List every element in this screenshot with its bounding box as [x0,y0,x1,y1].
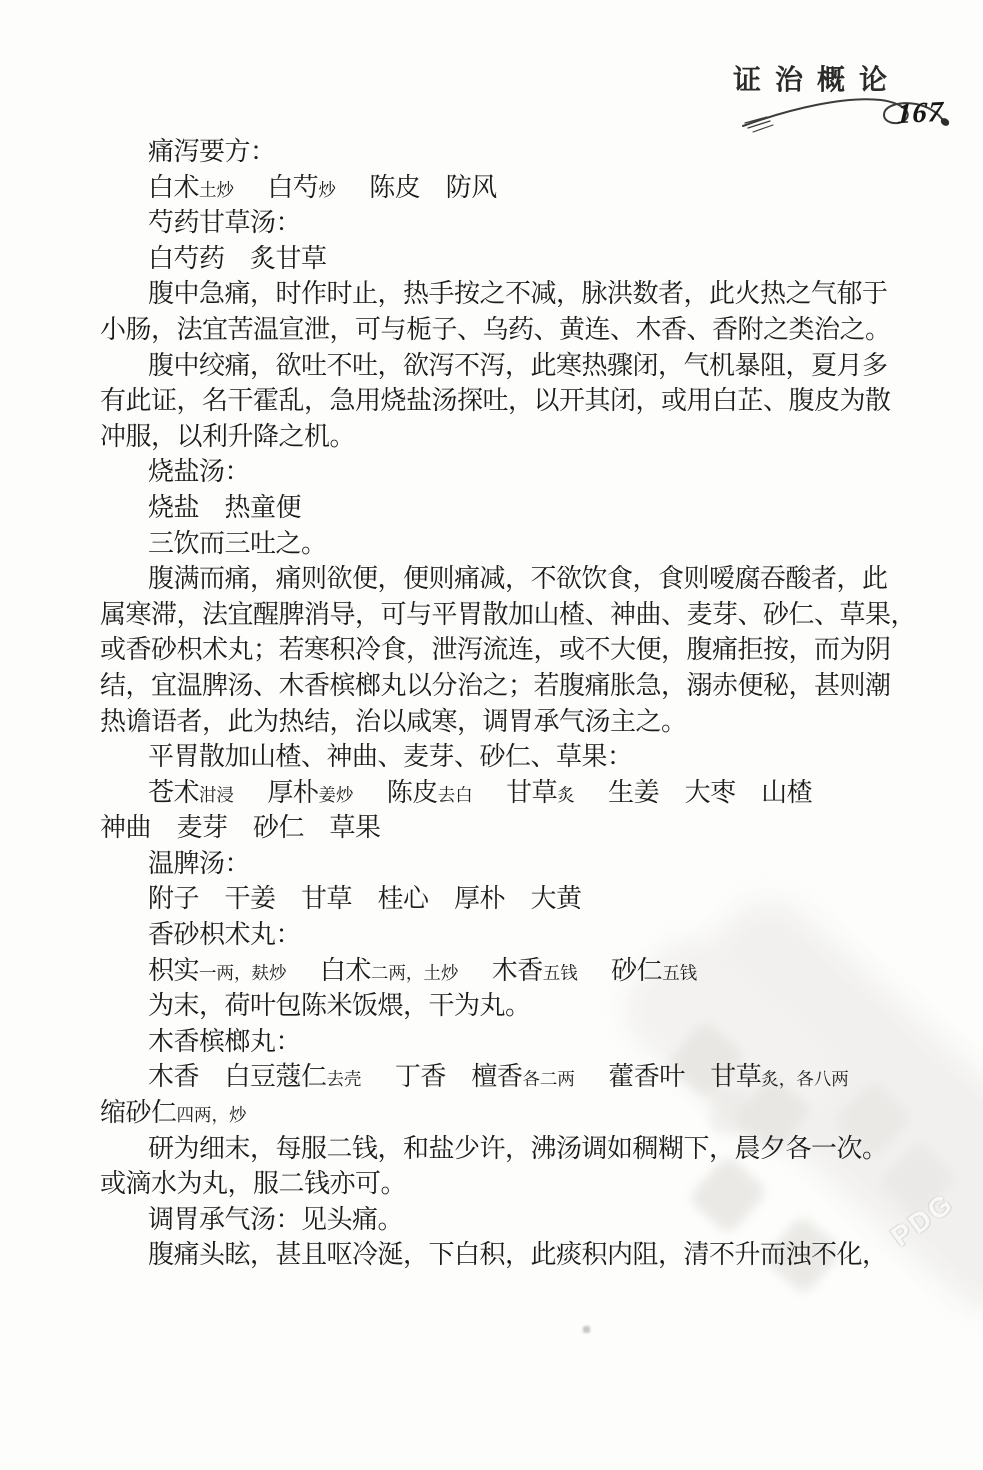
herb-annotation-text: 二两，土炒 [370,962,459,983]
body-text: 研为细末，每服二钱，和盐少许，沸汤调如稠糊下，晨夕各一次。 [148,1133,888,1163]
body-text: 枳实 [148,955,200,985]
herb-annotation-text: 去壳 [326,1069,362,1090]
body-text: 砂仁 [585,955,663,985]
body-text: 冲服，以利升降之机。 [100,421,356,451]
text-line [100,134,940,170]
body-text: 腹满而痛，痛则欲便，便则痛减，不欲饮食，食则嗳腐吞酸者，此 [148,564,888,594]
text-line [100,312,940,348]
body-text: 痛泻要方： [148,137,276,166]
body-text: 附子 干姜 甘草 桂心 厚朴 大黄 [148,884,582,914]
body-text: 神曲 麦芽 砂仁 草果 [100,813,381,843]
text-line [100,561,940,597]
body-text: 小肠，法宜苦温宣泄，可与栀子、乌药、黄连、木香、香附之类治之。 [100,314,891,344]
text-line [100,704,940,740]
text-line [100,775,940,811]
text-line [100,846,940,882]
body-text: 腹中急痛，时作时止，热手按之不减，脉洪数者，此火热之气郁于 [148,279,888,309]
text-line [100,1095,940,1131]
body-text: 为末，荷叶包陈米饭煨，干为丸。 [148,991,531,1021]
body-text: 丁香 檀香 [369,1062,523,1092]
watermark-pdg-label: PDG [885,1186,960,1253]
text-line [100,419,940,455]
text-line [100,454,940,490]
body-text: 苍术 [148,777,200,807]
text-line [100,1202,940,1238]
body-text: 或香砂枳术丸；若寒积冷食，泄泻流连，或不大便，腹痛拒按，而为阴 [100,635,891,665]
body-text: 腹痛头眩，甚且呕冷涎，下白积，此痰积内阻，清不升而浊不化， [148,1240,888,1270]
herb-annotation-text: 去白 [437,784,473,805]
body-text: 白芍药 炙甘草 [148,243,327,273]
running-head-book-title: 证治概论 [733,65,902,96]
herb-annotation-text: 五钱 [662,962,698,983]
body-text: 热谵语者，此为热结，治以咸寒，调胃承气汤主之。 [100,706,687,736]
body-text: 甘草 [480,777,558,807]
text-line [100,1059,940,1095]
herb-annotation-text: 五钱 [542,962,578,983]
herb-annotation-text: 土炒 [199,179,235,200]
text-line [100,668,940,704]
body-text: 平胃散加山楂、神曲、麦芽、砂仁、草果： [148,742,633,772]
scan-speck [583,1326,590,1333]
herb-annotation-text: 各二两 [522,1069,575,1090]
body-text: 腹中绞痛，欲吐不吐，欲泻不泻，此寒热骤闭，气机暴阻，夏月多 [148,350,888,380]
body-text: 缩砂仁 [100,1098,177,1128]
body-text: 属寒滞，法宜醒脾消导，可与平胃散加山楂、神曲、麦芽、砂仁、草果， [100,599,917,629]
body-text: 木香槟榔丸： [148,1026,302,1056]
body-text: 白芍 [241,172,319,202]
text-line [100,953,940,989]
text-line [100,739,940,775]
body-text: 木香 [466,955,543,985]
herb-annotation-text: 炙 [557,784,575,805]
text-line [100,810,940,846]
text-line [100,1131,940,1167]
herb-annotation-text: 四两，炒 [176,1105,247,1126]
body-text: 烧盐 热童便 [148,492,302,522]
text-line [100,526,940,562]
body-text: 烧盐汤： [148,457,251,487]
herb-annotation-text: 炙，各八两 [761,1069,849,1090]
text-line [100,383,940,419]
body-text: 陈皮 [361,777,438,807]
text-line [100,597,940,633]
body-text: 藿香叶 甘草 [582,1062,762,1092]
body-text: 有此证，名干霍乱，急用烧盐汤探吐，以开其闭，或用白芷、腹皮为散 [100,386,891,416]
body-text: 白术 [148,172,200,202]
herb-annotation-text: 一两，麸炒 [199,962,287,983]
text-line [100,988,940,1024]
text-line [100,490,940,526]
body-text: 三饮而三吐之。 [148,528,327,558]
text-line [100,1237,940,1273]
text-line [100,241,940,277]
body-text: 厚朴 [241,777,319,807]
text-line [100,917,940,953]
body-text: 调胃承气汤：见头痛。 [148,1204,404,1234]
body-text: 芍药甘草汤： [148,208,302,238]
text-line [100,170,940,206]
text-line [100,632,940,668]
body-text: 香砂枳术丸： [148,920,302,950]
text-line [100,1024,940,1060]
text-line [100,348,940,384]
body-text: 木香 白豆蔻仁 [148,1062,327,1092]
herb-annotation-text: 姜炒 [318,784,354,805]
body-text: 生姜 大枣 山楂 [582,777,813,807]
body-text: 温脾汤： [148,848,251,878]
text-line [100,276,940,312]
text-line [100,1166,940,1202]
page-number: 167 [896,95,945,131]
body-text: 陈皮 防风 [343,172,497,202]
body-text: 结，宜温脾汤、木香槟榔丸以分治之；若腹痛胀急，溺赤便秘，甚则潮 [100,670,891,700]
herb-annotation-text: 泔浸 [199,784,235,805]
text-line [100,205,940,241]
text-line [100,881,940,917]
text-block [100,134,940,1273]
herb-annotation-text: 炒 [318,179,336,200]
body-text: 或滴水为丸，服二钱亦可。 [100,1169,407,1199]
body-text: 白术 [294,955,371,985]
